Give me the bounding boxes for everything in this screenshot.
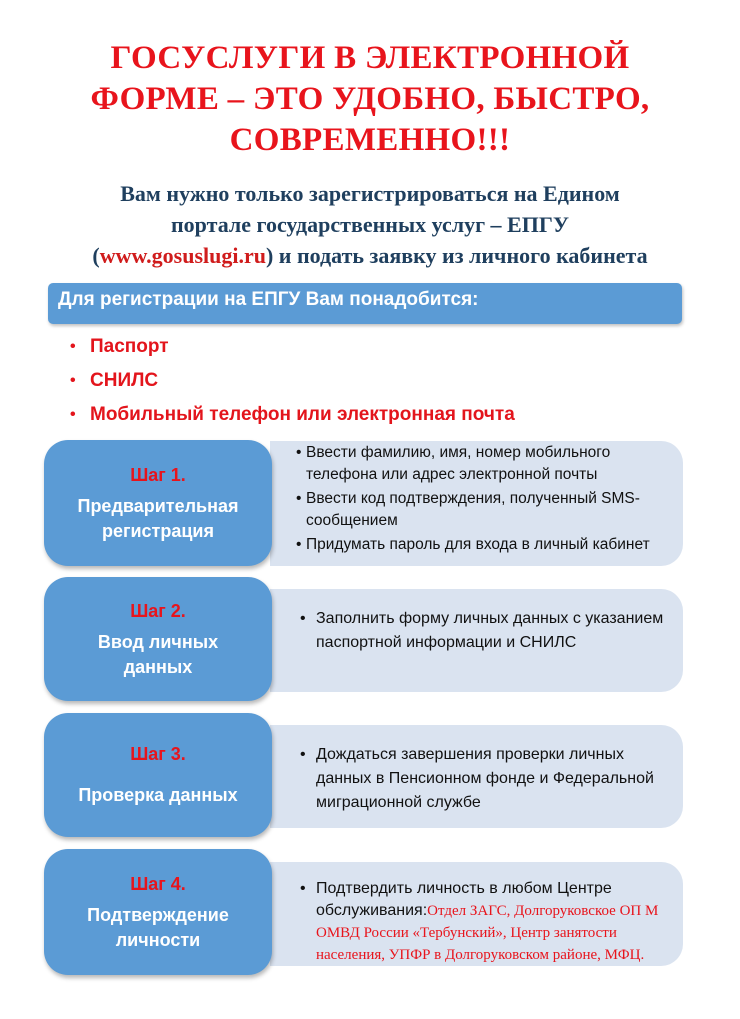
requirement-item-phone-email bbox=[70, 398, 515, 432]
step-3-item bbox=[300, 743, 673, 815]
bullet-icon: • bbox=[296, 536, 302, 553]
step-4-description bbox=[270, 862, 683, 966]
step-2-title-line-2: данных bbox=[123, 656, 193, 677]
bullet-icon: • bbox=[70, 406, 76, 423]
step-1-number: Шаг 1. bbox=[130, 464, 186, 485]
step-3-description bbox=[270, 725, 683, 828]
step-2-item bbox=[300, 607, 673, 655]
step-4-item-main: Подтвердить личность в любом Центре обслуживания: bbox=[316, 880, 612, 919]
subtitle-line-3-rest: ) и подать заявку из личного кабинета bbox=[265, 243, 648, 268]
bullet-icon: • bbox=[300, 746, 306, 763]
step-4-item bbox=[300, 878, 673, 966]
step-4-box bbox=[44, 849, 272, 975]
step-3-title-line-1: Проверка данных bbox=[78, 785, 238, 805]
subtitle-line-2: портале государственных услуг – ЕПГУ bbox=[171, 212, 569, 237]
step-4-item-text bbox=[316, 878, 666, 966]
bullet-icon: • bbox=[300, 610, 306, 627]
requirement-item-snils bbox=[70, 364, 515, 398]
step-1-description bbox=[270, 441, 683, 566]
subtitle-open-paren: ( bbox=[92, 243, 100, 268]
step-4-service-places: Отдел ЗАГС, Долгоруковское ОП М ОМВД России «Тербунский», Центр занятости населения, УПФР в Долгоруковском районе, МФЦ. bbox=[316, 903, 659, 963]
bullet-icon: • bbox=[296, 490, 302, 507]
step-2-box bbox=[44, 577, 272, 701]
bullet-icon: • bbox=[300, 880, 306, 897]
subtitle-line-1: Вам нужно только зарегистрироваться на Едином bbox=[120, 181, 620, 206]
gosuslugi-link[interactable]: www.gosuslugi.ru bbox=[99, 243, 266, 268]
title-line-2: ФОРМЕ – ЭТО УДОБНО, БЫСТРО, bbox=[90, 81, 650, 117]
step-2-number: Шаг 2. bbox=[130, 600, 186, 621]
step-1-item bbox=[296, 534, 675, 556]
step-1-item bbox=[296, 442, 675, 486]
page-title bbox=[20, 38, 720, 161]
step-2-description bbox=[270, 589, 683, 692]
step-1-item bbox=[296, 488, 675, 532]
requirements-banner: Для регистрации на ЕПГУ Вам понадобится: bbox=[48, 283, 682, 324]
step-4-number: Шаг 4. bbox=[130, 873, 186, 894]
bullet-icon: • bbox=[296, 444, 302, 461]
step-2-title-line-1: Ввод личных bbox=[97, 631, 219, 652]
step-4-title-line-2: личности bbox=[115, 929, 201, 950]
step-1-title-line-2: регистрация bbox=[101, 520, 215, 541]
step-3-box bbox=[44, 713, 272, 837]
subtitle bbox=[30, 178, 710, 271]
requirement-label: Мобильный телефон или электронная почта bbox=[90, 404, 515, 425]
requirement-item-passport bbox=[70, 330, 515, 364]
requirements-list bbox=[70, 330, 515, 432]
requirement-label: СНИЛС bbox=[90, 370, 159, 391]
step-1-item-text: Придумать пароль для входа в личный кабинет bbox=[306, 536, 650, 553]
step-4-title-line-1: Подтверждение bbox=[87, 904, 229, 925]
step-1-item-text: Ввести код подтверждения, полученный SMS-сообщением bbox=[306, 490, 640, 529]
step-1-title-line-1: Предварительная bbox=[77, 495, 239, 516]
bullet-icon: • bbox=[70, 372, 76, 389]
requirement-label: Паспорт bbox=[90, 336, 169, 357]
step-2-item-text: Заполнить форму личных данных с указанием паспортной информации и СНИЛС bbox=[316, 610, 664, 651]
step-1-box bbox=[44, 440, 272, 566]
subtitle-line-3 bbox=[30, 240, 710, 271]
step-3-item-text: Дождаться завершения проверки личных данных в Пенсионном фонде и Федеральной миграционной службе bbox=[316, 746, 654, 811]
step-1-item-text: Ввести фамилию, имя, номер мобильного телефона или адрес электронной почты bbox=[306, 444, 611, 483]
title-line-1: ГОСУСЛУГИ В ЭЛЕКТРОННОЙ bbox=[110, 40, 630, 76]
step-3-number: Шаг 3. bbox=[130, 744, 186, 764]
title-line-3: СОВРЕМЕННО!!! bbox=[229, 122, 511, 158]
bullet-icon: • bbox=[70, 338, 76, 355]
